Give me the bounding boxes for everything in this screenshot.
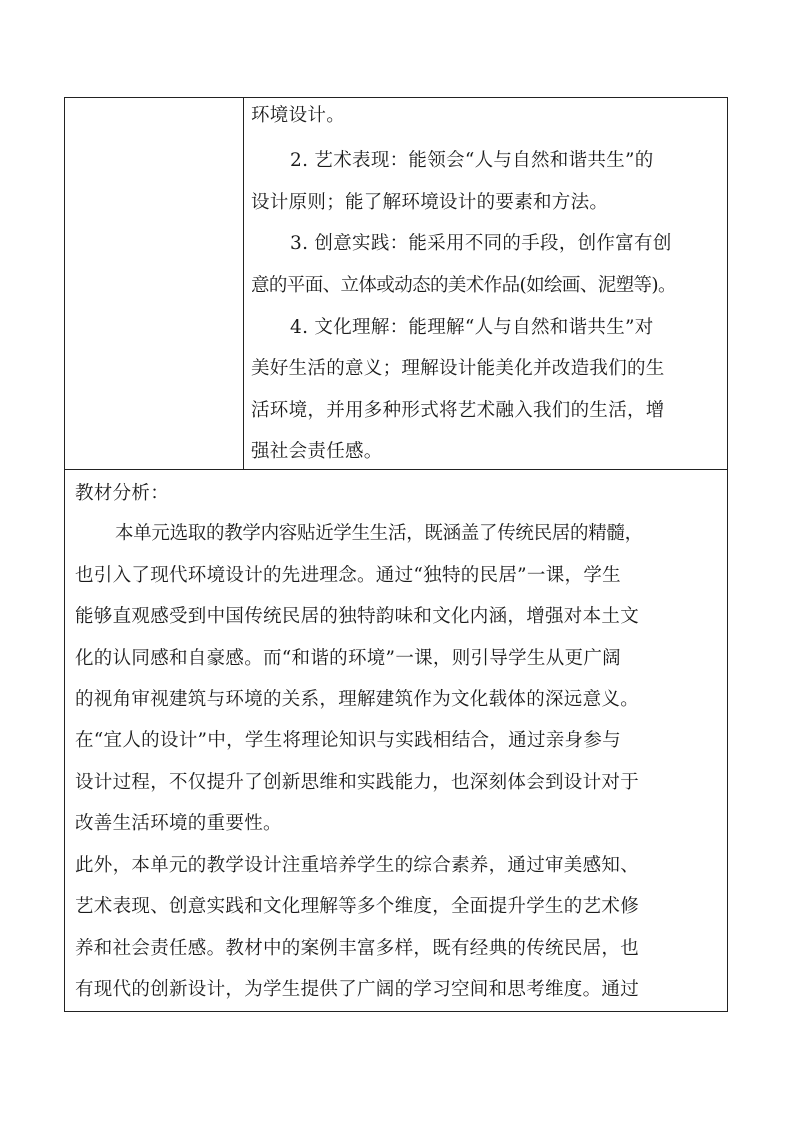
- analysis-line: 也引入了现代环境设计的先进理念。通过“独特的民居”一课，学生: [75, 565, 621, 586]
- analysis-line: 能够直观感受到中国传统民居的独特韵味和文化内涵，增强对本土文: [75, 606, 640, 627]
- objectives-line: 设计原则；能了解环境设计的要素和方法。: [251, 192, 609, 213]
- analysis-line: 本单元选取的教学内容贴近学生生活，既涵盖了传统民居的精髓，: [115, 523, 643, 544]
- analysis-line: 此外，本单元的教学设计注重培养学生的综合素养，通过审美感知、: [75, 855, 640, 876]
- objectives-row: [65, 98, 727, 470]
- objectives-line: 4. 文化理解：能理解“人与自然和谐共生”对: [290, 317, 654, 338]
- objectives-line: 意的平面、立体或动态的美术作品(如绘画、泥塑等)。: [251, 275, 676, 296]
- objectives-content-cell: [244, 98, 727, 469]
- analysis-line: 有现代的创新设计，为学生提供了广阔的学习空间和思考维度。通过: [75, 979, 640, 1000]
- objectives-line: 强社会责任感。: [251, 441, 383, 462]
- lesson-plan-table: [64, 97, 728, 1012]
- objectives-line: 活环境，并用多种形式将艺术融入我们的生活，增: [251, 400, 665, 421]
- analysis-row: [65, 470, 727, 1011]
- analysis-heading: 教材分析：: [75, 483, 170, 504]
- analysis-line: 化的认同感和自豪感。而“和谐的环境”一课，则引导学生从更广阔: [75, 648, 621, 669]
- analysis-line: 设计过程，不仅提升了创新思维和实践能力，也深刻体会到设计对于: [75, 772, 640, 793]
- objectives-line: 美好生活的意义；理解设计能美化并改造我们的生: [251, 358, 665, 379]
- analysis-line: 艺术表现、创意实践和文化理解等多个维度，全面提升学生的艺术修: [75, 896, 640, 917]
- objectives-label-cell: [65, 98, 244, 469]
- analysis-line: 养和社会责任感。教材中的案例丰富多样，既有经典的传统民居，也: [75, 938, 640, 959]
- analysis-line: 在“宜人的设计”中，学生将理论知识与实践相结合，通过亲身参与: [75, 730, 621, 751]
- objectives-line: 环境设计。: [251, 105, 346, 126]
- objectives-line: 2. 艺术表现：能领会“人与自然和谐共生”的: [290, 150, 654, 171]
- objectives-line: 3. 创意实践：能采用不同的手段，创作富有创: [290, 233, 672, 254]
- analysis-line: 改善生活环境的重要性。: [75, 813, 282, 834]
- analysis-line: 的视角审视建筑与环境的关系，理解建筑作为文化载体的深远意义。: [75, 689, 640, 710]
